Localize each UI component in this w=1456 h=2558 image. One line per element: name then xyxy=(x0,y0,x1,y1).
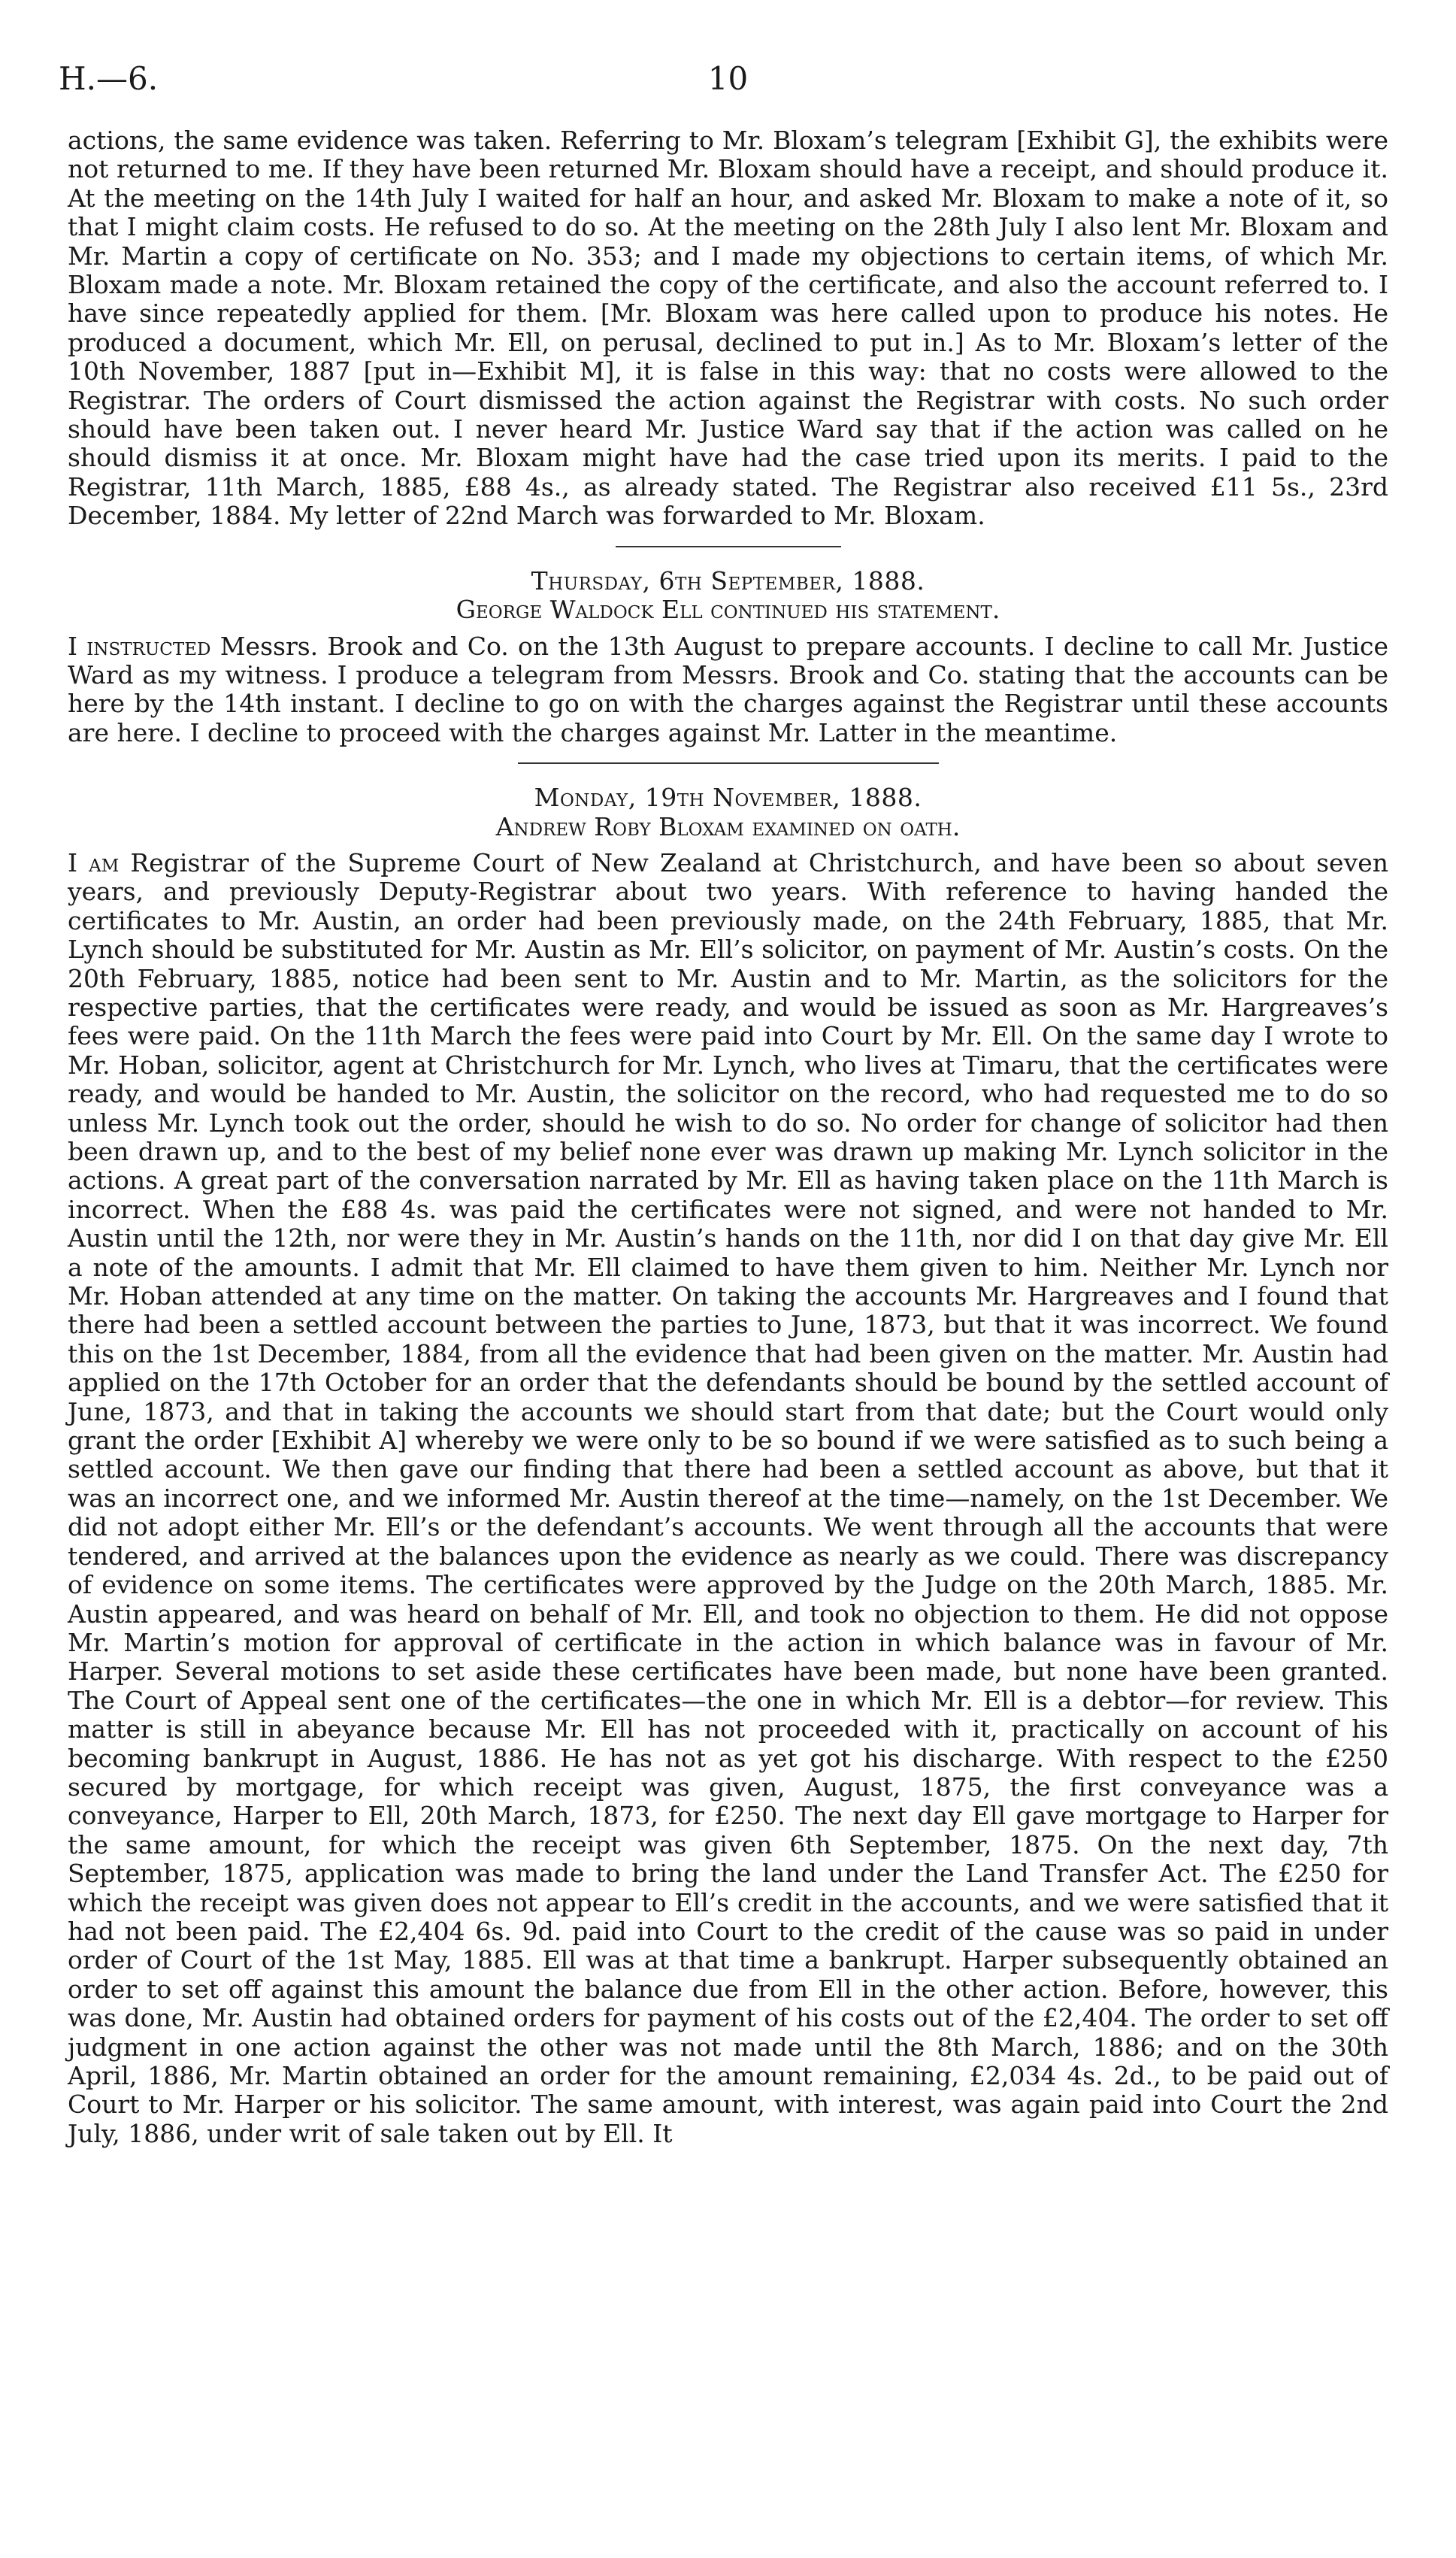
section-intro-ell xyxy=(68,596,1388,624)
paragraph-bloxam-evidence xyxy=(68,849,1388,2148)
document-reference: H.—6. xyxy=(59,60,159,97)
section-intro-bloxam-text: Andrew Roby Bloxam examined on oath. xyxy=(495,811,961,841)
page-header xyxy=(59,60,1397,105)
paragraph-bloxam-evidence-text: Registrar of the Supreme Court of New Zealand at Christchurch, and have been so about seven years, and previously Deputy-Registrar about two years. With reference to having handed the certificates to Mr. Austin, an order had been previously made, on the 24th February, 1885, that Mr. Lynch should be substituted for Mr. Austin as Mr. Ell’s solicitor, on payment of Mr. Austin’s costs. On the 20th February, 1885, notice had been sent to Mr. Austin and to Mr. Martin, as the solicitors for the respective parties, that the certificates were ready, and would be issued as soon as Mr. Hargreaves’s fees were paid. On the 11th March the fees were paid into Court by Mr. Ell. On the same day I wrote to Mr. Hoban, solicitor, agent at Christchurch for Mr. Lynch, who lives at Timaru, that the certificates were ready, and would be handed to Mr. Austin, the solicitor on the record, who had requested me to do so unless Mr. Lynch took out the order, should he wish to do so. No order for change of solicitor had then been drawn up, and to the best of my belief none ever was drawn up making Mr. Lynch solicitor in the actions. A great part of the conversation narrated by Mr. Ell as having taken place on the 11th March is incorrect. When the £88 4s. was paid the certificates were not signed, and were not handed to Mr. Austin until the 12th, nor were they in Mr. Austin’s hands on the 11th, nor did I on that day give Mr. Ell a note of the amounts. I admit that Mr. Ell claimed to have them given to him. Neither Mr. Lynch nor Mr. Hoban attended at any time on the matter. On taking the accounts Mr. Hargreaves and I found that there had been a settled account between the parties to June, 1873, but that it was incorrect. We found this on the 1st December, 1884, from all the evidence that had been given on the matter. Mr. Austin had applied on the 17th October for an order that the defendants should be bound by the settled account of June, 1873, and that in taking the accounts we should start from that date; but the Court would only grant the order [Exhibit A] whereby we were only to be so bound if we were satisfied as to such being a settled account. We then gave our finding that there had been a settled account as above, but that it was an incorrect one, and we informed Mr. Austin thereof at the time—namely, on the 1st December. We did not adopt either Mr. Ell’s or the defendant’s accounts. We went through all the accounts that were tendered, and arrived at the balances upon the evidence as nearly as we could. There was discrepancy of evidence on some items. The certificates were approved by the Judge on the 20th March, 1885. Mr. Austin appeared, and was heard on behalf of Mr. Ell, and took no objection to them. He did not oppose Mr. Martin’s motion for approval of certificate in the action in which balance was in favour of Mr. Harper. Several motions to set aside these certificates have been made, but none have been granted. The Court of Appeal sent one of the certificates—the one in which Mr. Ell is a debtor—for review. This matter is still in abeyance because Mr. Ell has not proceeded with it, practically on account of his becoming bankrupt in August, 1886. He has not as yet got his discharge. With respect to the £250 secured by mortgage, for which receipt was given, August, 1875, the first conveyance was a conveyance, Harper to Ell, 20th March, 1873, for £250. The next day Ell gave mortgage to Harper for the same amount, for which the receipt was given 6th September, 1875. On the next day, 7th September, 1875, application was made to bring the land under the Land Transfer Act. The £250 for which the receipt was given does not appear to Ell’s credit in the accounts, and we were satisfied that it had not been paid. The £2,404 6s. 9d. paid into Court to the credit of the cause was so paid in under order of Court of the 1st May, 1885. Ell was at that time a bankrupt. Harper subsequently obtained an order to set off against this amount the balance due from Ell in the other action. Before, however, this was done, Mr. Austin had obtained orders for payment of his costs out of the £2,404. The order to set off judgment in one action against the other was not made until the 8th March, 1886; and on the 30th April, 1886, Mr. Martin obtained an order for the amount remaining, £2,034 4s. 2d., to be paid out of Court to Mr. Harper or his solicitor. The same amount, with interest, was again paid into Court the 2nd July, 1886, under writ of sale taken out by Ell. It xyxy=(68,847,1388,2148)
section-date-thursday: Thursday, 6th September, 1888. xyxy=(531,565,925,596)
paragraph-ell-continued xyxy=(68,632,1388,748)
section-intro-bloxam xyxy=(68,813,1388,841)
section-divider xyxy=(616,546,841,547)
paragraph-ell-continued-text: Messrs. Brook and Co. on the 13th August to prepare accounts. I decline to call Mr. Justice Ward as my witness. I produce a telegram from Messrs. Brook and Co. stating that the accounts can be here by the 14th instant. I decline to go on with the charges against the Registrar until these accounts are here. I decline to proceed with the charges against Mr. Latter in the meantime. xyxy=(68,631,1388,747)
document-body xyxy=(68,126,1388,2148)
page-number: 10 xyxy=(707,60,749,97)
paragraph-lead-instructed: I instructed xyxy=(68,631,211,661)
section-divider xyxy=(518,762,939,764)
paragraph-ell-statement-end: actions, the same evidence was taken. Referring to Mr. Bloxam’s telegram [Exhibit G], the exhibits were not returned to me. If they have been returned Mr. Bloxam should have a receipt, and should produce it. At the meeting on the 14th July I waited for half an hour, and asked Mr. Bloxam to make a note of it, so that I might claim costs. He refused to do so. At the meeting on the 28th July I also lent Mr. Bloxam and Mr. Martin a copy of certificate on No. 353; and I made my objections to certain items, of which Mr. Bloxam made a note. Mr. Bloxam retained the copy of the certificate, and also the account referred to. I have since repeatedly applied for them. [Mr. Bloxam was here called upon to produce his notes. He produced a document, which Mr. Ell, on perusal, declined to put in.] As to Mr. Bloxam’s letter of the 10th November, 1887 [put in—Exhibit M], it is false in this way: that no costs were allowed to the Registrar. The orders of Court dismissed the action against the Registrar with costs. No such order should have been taken out. I never heard Mr. Justice Ward say that if the action was called on he should dismiss it at once. Mr. Bloxam might have had the case tried upon its merits. I paid to the Registrar, 11th March, 1885, £88 4s., as already stated. The Registrar also received £11 5s., 23rd December, 1884. My letter of 22nd March was forwarded to Mr. Bloxam. xyxy=(68,126,1388,531)
section-date-monday: Monday, 19th November, 1888. xyxy=(534,783,922,813)
paragraph-lead-i-am: I am xyxy=(68,847,120,877)
section-intro-ell-text: George Waldock Ell continued his statement. xyxy=(456,595,1000,625)
